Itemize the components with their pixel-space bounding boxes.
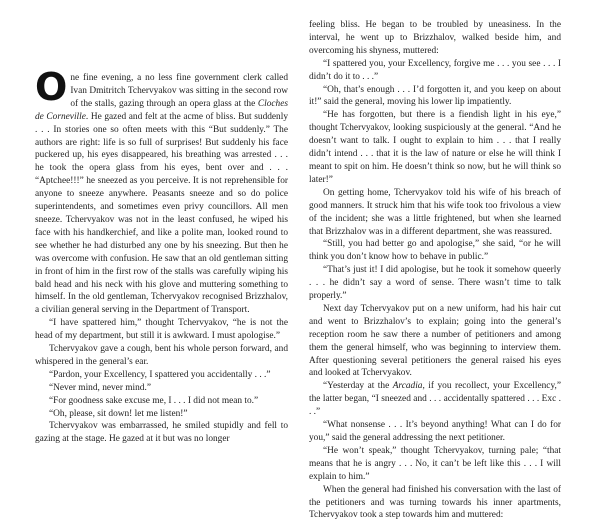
text-run: “Still, you had better go and apologise,” she said, “or he will think you don’t know how to behave in public.”	[309, 239, 561, 263]
text-run: On getting home, Tchervyakov told his wife of his breach of good manners. It struck him that his wife took too frivolous a view of the incident; she was a little frightened, but when she learned that Brizzhalov was in a different department, she was reassured.	[309, 187, 561, 237]
paragraph	[35, 343, 288, 369]
text-run: “Pardon, your Excellency, I spattered you accidentally . . .”	[49, 369, 271, 380]
text-run: . He gazed and felt at the acme of bliss. But suddenly . . . In stories one so often meets with this “But suddenly.” The authors are right: life is so full of surprises! But suddenly his face puckered up, his eyes disappeared, his breathing was arrested . . . he took the opera glass from his eyes, bent over and . . . “Aptchee!!!” he sneezed as you perceive. It is not reprehensible for anyone to sneeze anywhere. Peasants sneeze and so do police superintendents, and sometimes even privy councillors. All men sneeze. Tchervyakov was not in the least confused, he wiped his face with his handkerchief, and like a polite man, looked round to see whether he had disturbed any one by his sneezing. But then he was overcome with confusion. He saw that an old gentleman sitting in front of him in the first row of the stalls was carefully wiping his bald head and his neck with his glove and muttering something to himself. In the old gentleman, Tchervyakov recognised Brizzhalov, a civilian general serving in the Department of Transport.	[35, 111, 289, 316]
paragraph	[35, 420, 288, 446]
paragraph	[309, 238, 561, 264]
italic-title: Arcadia	[392, 381, 423, 392]
paragraph	[309, 187, 561, 239]
italic-title: Cloches de Corneville	[35, 98, 288, 122]
text-run: “I spattered you, your Excellency, forgive me . . . you see . . . I didn’t do it to . . .”	[309, 58, 561, 82]
paragraph	[35, 65, 289, 317]
paragraph	[309, 303, 561, 380]
text-run: “He won’t speak,” thought Tchervyakov, turning pale; “that means that he is angry . . . No, it can’t be left like this . . . I will explain to him.”	[309, 445, 561, 482]
text-run: “I have spattered him,” thought Tchervyakov, “he is not the head of my department, but still it is awkward. I must apologise.”	[35, 318, 288, 342]
text-run: “For goodness sake excuse me, I . . . I did not mean to.”	[49, 395, 259, 406]
text-run: “Yesterday at the	[323, 381, 393, 392]
drop-cap: O	[35, 65, 68, 109]
text-run: “What nonsense . . . It’s beyond anything! What can I do for you,” said the general addressing the next petitioner.	[309, 420, 561, 443]
paragraph	[35, 317, 288, 343]
text-run: “That’s just it! I did apologise, but he took it somehow queerly . . . he didn’t say a word of sense. There wasn’t time to talk properly.”	[309, 265, 561, 302]
paragraph	[35, 408, 288, 421]
text-run: “Never mind, never mind.”	[49, 382, 151, 393]
text-run: Tchervyakov gave a cough, bent his whole person forward, and whispered in the general’s ear.	[35, 344, 288, 367]
text-run: , if you recollect, your Excellency,” the latter began, “I sneezed and . . . accidentally spattered . . . Exc . . .”	[309, 381, 561, 418]
paragraph	[309, 484, 561, 522]
text-run: “Oh, that’s enough . . . I’d forgotten it, and you keep on about it!” said the general, moving his lower lip impatiently.	[309, 84, 561, 108]
text-run: “He has forgotten, but there is a fiendish light in his eye,” thought Tchervyakov, looking suspiciously at the general. “And he doesn’t want to talk. I ought to explain to him . . . that I really didn’t intend . . . that it is the law of nature or else he will think I meant to spit on him. He doesn’t think so now, but he will think so later!”	[309, 110, 561, 185]
paragraph	[309, 264, 561, 303]
paragraph	[309, 380, 561, 419]
right-page	[309, 19, 561, 521]
paragraph	[35, 369, 288, 382]
paragraph	[309, 58, 561, 84]
text-run: When the general had finished his conversation with the last of the petitioners and was turning towards his inner apartments, Tchervyakov took a step towards him and muttered:	[309, 484, 561, 521]
left-page	[35, 65, 289, 479]
text-run: “Oh, please, sit down! let me listen!”	[49, 408, 188, 419]
paragraph	[35, 382, 288, 395]
paragraph	[309, 19, 561, 58]
paragraph	[309, 445, 561, 484]
paragraph	[35, 395, 288, 408]
text-run: Next day Tchervyakov put on a new uniform, had his hair cut and went to Brizzhalov’s to explain; going into the general’s reception room he saw there a number of petitioners and among them the general himself, who was beginning to interview them. After questioning several petitioners the general raised his eyes and looked at Tchervyakov.	[309, 303, 561, 379]
paragraph	[309, 109, 561, 186]
text-run: ne fine evening, a no less fine government clerk called Ivan Dmitritch Tchervyakov was sitting in the second row of the stalls, gazing through an opera glass at the	[70, 73, 288, 109]
text-run: Tchervyakov was embarrassed, he smiled stupidly and fell to gazing at the stage. He gazed at it but was no longer	[35, 421, 288, 445]
text-run: feeling bliss. He began to be troubled by uneasiness. In the interval, he went up to Brizzhalov, walked beside him, and overcoming his shyness, muttered:	[309, 20, 561, 56]
paragraph	[309, 84, 561, 110]
paragraph	[309, 419, 561, 445]
